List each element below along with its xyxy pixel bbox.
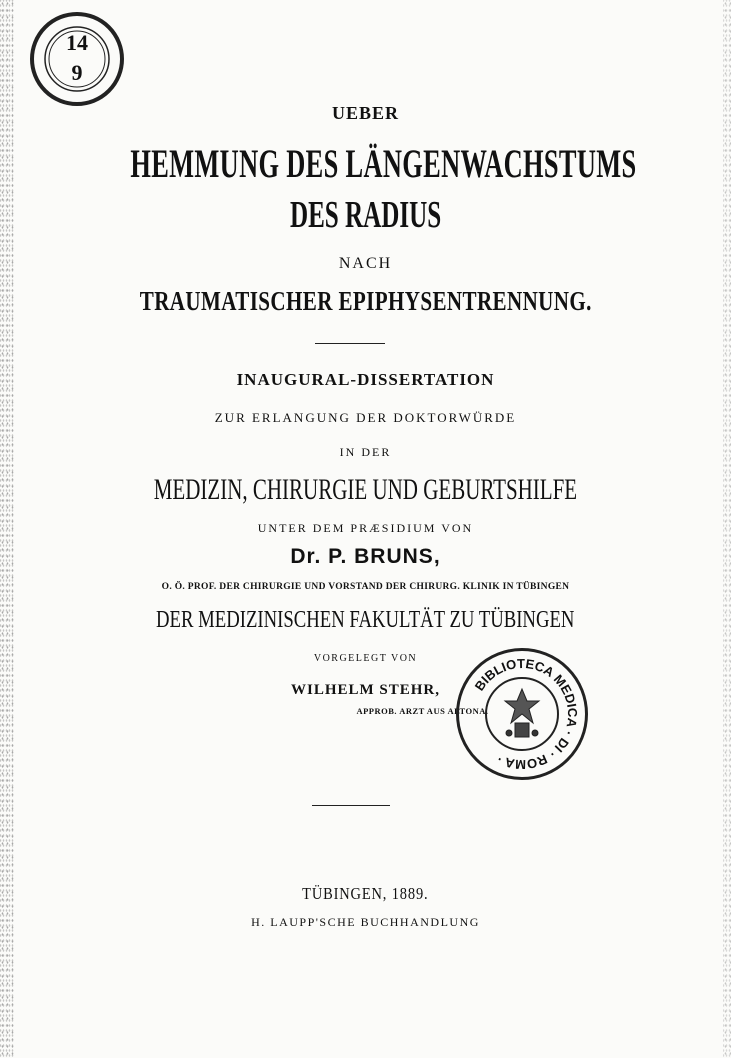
- title-subject: [0, 286, 731, 317]
- library-stamp-right: [456, 648, 588, 780]
- imprint-place-year: [0, 884, 731, 904]
- imprint-publisher: H. LAUPP'SCHE BUCHHANDLUNG: [251, 915, 480, 929]
- dissertation-purpose: ZUR ERLANGUNG DER DOKTORWÜRDE: [214, 410, 517, 425]
- dissertation-in-der: IN DER: [339, 445, 392, 459]
- title-main-text: HEMMUNG DES LÄNGENWACHSTUMS: [130, 141, 637, 186]
- imprint-place-year-text: TÜBINGEN, 1889.: [302, 884, 429, 903]
- presented-by: VORGELEGT VON: [313, 653, 418, 664]
- title-ueber: UEBER: [331, 103, 399, 123]
- title-radius: [0, 193, 731, 237]
- stamp-number-bottom: 9: [71, 60, 83, 85]
- president-name: Dr. P. BRUNS,: [290, 545, 441, 568]
- stamp-number-top: 14: [66, 30, 88, 55]
- stamp-ring-text: BIBLIOTECA MEDICA · DI · ROMA ·: [471, 655, 581, 773]
- dissertation-heading: INAUGURAL-DISSERTATION: [236, 370, 495, 389]
- dissertation-presidium: UNTER DEM PRÆSIDIUM VON: [257, 521, 474, 535]
- title-subject-text: TRAUMATISCHER EPIPHYSENTRENNUNG.: [139, 286, 592, 316]
- ornament-rule-bottom: [312, 805, 390, 806]
- faculty-name: [0, 607, 731, 634]
- stamp-emblem-icon: [505, 689, 539, 737]
- title-radius-text: DES RADIUS: [289, 194, 442, 236]
- president-description: O. Ö. PROF. DER CHIRURGIE UND VORSTAND DER CHIRURG. KLINIK IN TÜBINGEN: [161, 582, 570, 592]
- faculty-name-text: DER MEDIZINISCHEN FAKULTÄT ZU TÜBINGEN: [156, 607, 575, 633]
- title-nach: NACH: [338, 255, 393, 272]
- library-stamp-top-left: [30, 12, 124, 106]
- dissertation-field-text: MEDIZIN, CHIRURGIE UND GEBURTSHILFE: [153, 473, 578, 506]
- dissertation-field: [0, 473, 731, 507]
- title-main: [0, 140, 731, 187]
- ornament-rule-top: [315, 343, 385, 344]
- author-description: APPROB. ARZT AUS ALTONA.: [356, 706, 489, 716]
- author-name: WILHELM STEHR,: [290, 682, 441, 698]
